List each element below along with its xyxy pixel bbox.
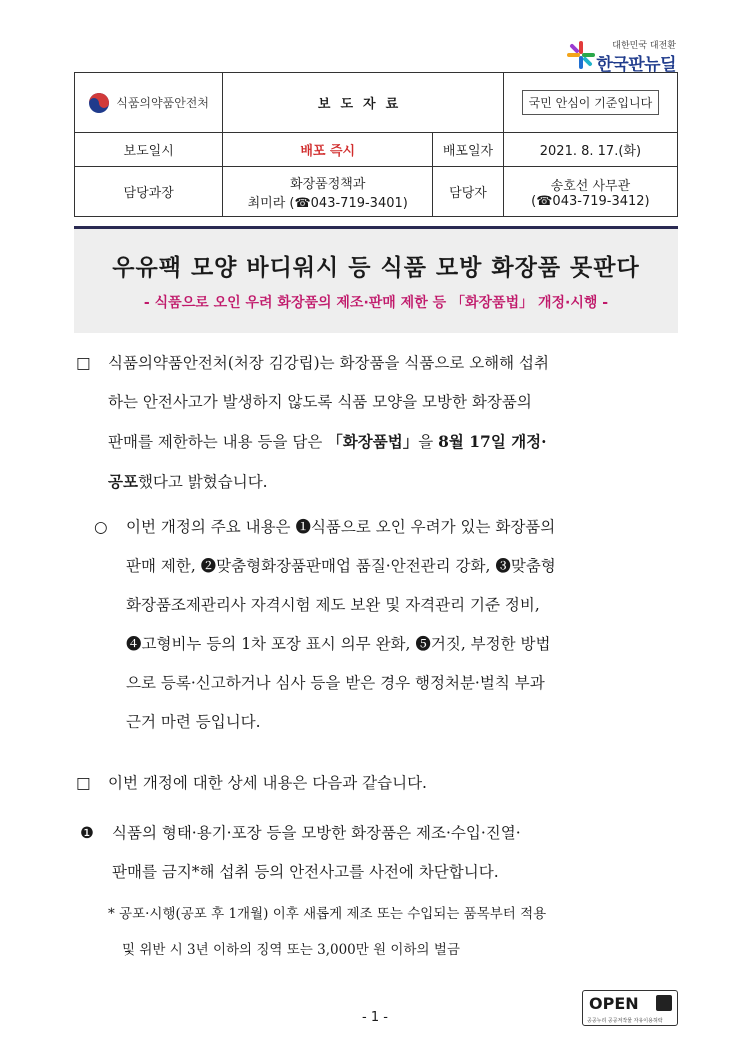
p2-line2: 판매 제한, ❷맞춤형화장품판매업 품질·안전관리 강화, ❸맞춤형 [126,557,556,575]
manager-dept: 화장품정책과 [290,176,366,192]
officer-name: 송호선 사무관 [550,178,631,194]
square-bullet: □ [76,774,91,792]
p2-line3: 화장품조제관리사 자격시험 제도 보완 및 자격관리 기준 정비, [126,596,540,614]
p4-line1: 식품의 형태·용기·포장 등을 모방한 화장품은 제조·수입·진열· [112,824,521,842]
headline-subtitle: - 식품으로 오인 우려 화장품의 제조·판매 제한 등 「화장품법」 개정·시행 - [143,295,609,311]
mfds-emblem-icon [88,92,110,114]
headline-box [74,226,678,333]
slogan-cell [503,73,677,133]
officer-contact: (☎043-719-3412) [531,193,650,209]
p2-line4: ❹고형비누 등의 1차 포장 표시 의무 완화, ❺거짓, 부정한 방법 [126,635,551,653]
page-number: - 1 - [362,1010,388,1025]
footnote-line2: 및 위반 시 3년 이하의 징역 또는 3,000만 원 이하의 벌금 [122,942,460,958]
open-license-caption: 공공누리 공공저작물 자유이용허락 [587,1018,663,1024]
release-date-value: 2021. 8. 17.(화) [503,133,677,167]
paragraph-details-intro [76,764,678,803]
open-license-word: OPEN [589,994,639,1013]
brand-slogan: 대한민국 대전환 [612,41,676,51]
attribution-icon [656,995,672,1011]
paragraph-item-1 [80,814,678,892]
release-date-label: 배포일자 [433,133,504,167]
p3-text: 이번 개정에 대한 상세 내용은 다음과 같습니다. [108,774,427,792]
circle-bullet: ○ [94,518,108,536]
footnote [108,896,678,968]
footnote-line1: * 공포·시행(공포 후 1개월) 이후 새롭게 제조 또는 수입되는 품목부터 적용 [108,906,547,922]
manager-label: 담당과장 [75,167,223,217]
paragraph-summary [94,508,678,742]
p4-line2: 판매를 금지*해 섭취 등의 안전사고를 사전에 차단합니다. [112,863,499,881]
new-deal-star-icon [566,40,596,70]
officer-value [503,167,677,217]
p1-line3: 판매를 제한하는 내용 등을 담은 「화장품법」을 8월 17일 개정· [108,432,547,451]
brand-name: 한국판뉴딜 [596,55,676,75]
press-header-table [74,72,678,217]
ministry-name: 식품의약품안전처 [116,96,209,110]
manager-value [223,167,433,217]
p1-line1: 식품의약품안전처(처장 김강립)는 화장품을 식품으로 오해해 섭취 [108,354,550,372]
headline-title: 우유팩 모양 바디워시 등 식품 모방 화장품 못판다 [112,255,640,281]
p2-line1: 이번 개정의 주요 내용은 ❶식품으로 오인 우려가 있는 화장품의 [126,518,556,536]
p1-line4: 공포했다고 밝혔습니다. [108,472,268,491]
square-bullet: □ [76,354,91,372]
page-title: 보도자료 [223,73,504,133]
p2-line6: 근거 마련 등입니다. [126,713,261,731]
korean-new-deal-logo [566,40,676,75]
officer-label: 담당자 [433,167,504,217]
slogan: 국민 안심이 기준입니다 [522,90,660,115]
release-time-label: 보도일시 [75,133,223,167]
p1-line2: 하는 안전사고가 발생하지 않도록 식품 모양을 모방한 화장품의 [108,393,532,411]
manager-contact: 최미라 (☎043-719-3401) [247,195,408,211]
p2-line5: 으로 등록·신고하거나 심사 등을 받은 경우 행정처분·벌칙 부과 [126,674,545,692]
release-time-value: 배포 즉시 [223,133,433,167]
ministry-cell [75,73,223,133]
paragraph-intro [76,344,678,502]
numbered-bullet: ❶ [80,824,94,842]
